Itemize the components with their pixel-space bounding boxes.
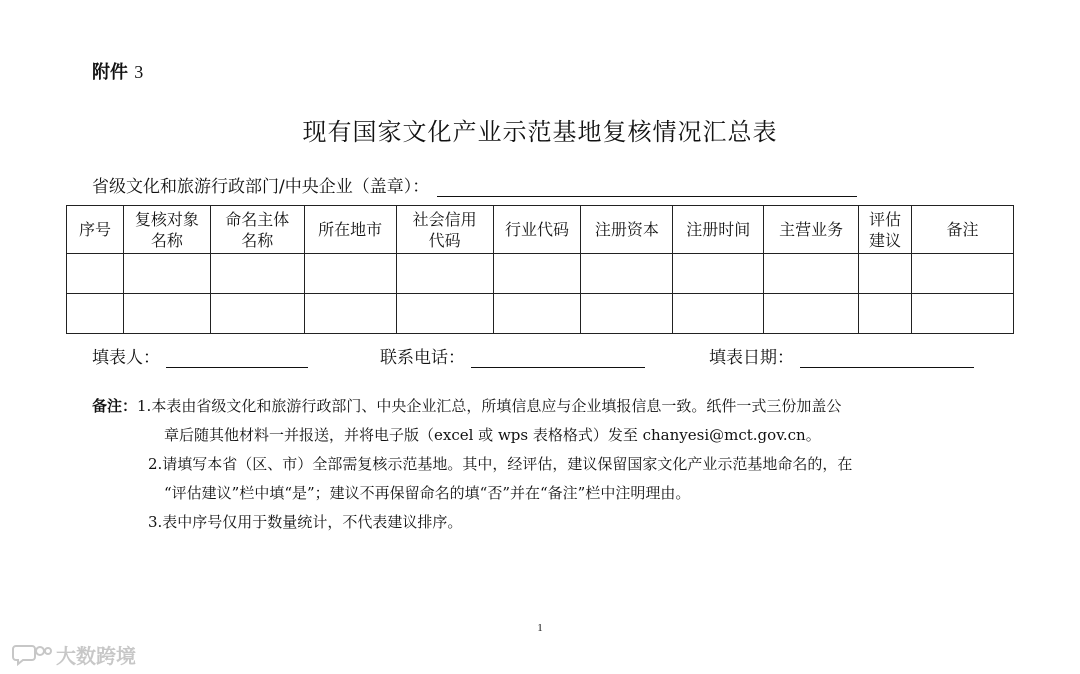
document-title: 现有国家文化产业示范基地复核情况汇总表 [302,118,778,146]
table-header-cell [859,206,912,254]
table-header-cell [396,206,493,254]
table-cell[interactable] [396,294,493,334]
table-header-text: 注册资本 [594,220,659,239]
table-cell[interactable] [210,294,304,334]
table-cell[interactable] [493,294,581,334]
table-header-row [67,206,1014,254]
table-cell[interactable] [581,294,673,334]
table-header-cell [210,206,304,254]
note-1-text-a: 1.本表由省级文化和旅游行政部门、中央企业汇总，所填信息应与企业填报信息一致。纸件一式三份加盖公 [137,397,842,415]
stamp-label: 省级文化和旅游行政部门/中央企业（盖章）： [92,177,430,197]
table-cell[interactable] [673,254,764,294]
table-header-cell [581,206,673,254]
filler-blank-field[interactable] [166,349,308,368]
note-3: 3.表中序号仅用于数量统计，不代表建议排序。 [148,513,463,531]
date-field-group [709,343,974,368]
table-cell[interactable] [123,254,210,294]
table-header-text: 社会信用 [412,209,477,229]
watermark [12,640,136,669]
notes-section [92,392,1002,537]
attachment-label [92,58,143,84]
attachment-prefix: 附件 [92,62,128,83]
watermark-text: 大数跨境 [56,644,136,668]
summary-table [66,205,1014,334]
note-2-line-2: “评估建议”栏中填“是”；建议不再保留命名的填“否”并在“备注”栏中注明理由。 [164,484,691,502]
table-header-text: 行业代码 [504,220,569,239]
stamp-line [92,172,857,197]
table-cell[interactable] [210,254,304,294]
table-header-text: 名称 [150,230,183,250]
page-number: 1 [537,622,543,634]
chat-bubble-logo-icon [12,643,52,667]
table-header-text: 评估 [869,209,902,229]
table-row [67,294,1014,334]
table-cell[interactable] [123,294,210,334]
note-1-line-1 [92,392,1002,421]
table-cell[interactable] [859,254,912,294]
table-cell[interactable] [764,254,859,294]
table-header-cell [67,206,124,254]
filler-field-group [92,343,308,368]
table-header-cell [764,206,859,254]
table-header-cell [912,206,1014,254]
note-1-line-2: 章后随其他材料一并报送，并将电子版（excel 或 wps 表格格式）发至 chanyesi@mct.gov.cn。 [164,426,821,444]
date-label: 填表日期： [709,348,794,368]
table-cell[interactable] [859,294,912,334]
note-2-line-1: 2.请填写本省（区、市）全部需复核示范基地。其中，经评估，建议保留国家文化产业示范基地命名的，在 [148,455,853,473]
table-header-cell [493,206,581,254]
table-cell[interactable] [67,294,124,334]
phone-blank-field[interactable] [471,349,645,368]
notes-label: 备注： [92,397,138,415]
table-cell[interactable] [912,294,1014,334]
table-header-cell [304,206,396,254]
table-row [67,254,1014,294]
table-header-text: 代码 [428,230,461,250]
table-header-text: 序号 [78,220,111,239]
table-cell[interactable] [67,254,124,294]
table-header-text: 注册时间 [686,220,751,239]
attachment-number: 3 [134,62,144,82]
table-body [67,254,1014,334]
table-cell[interactable] [764,294,859,334]
table-cell[interactable] [304,254,396,294]
table-header-text: 建议 [869,230,902,250]
table-header-cell [123,206,210,254]
table-header-text: 名称 [241,230,274,250]
table-header-text: 备注 [946,220,979,239]
table-header-text: 复核对象 [134,209,199,229]
table-cell[interactable] [912,254,1014,294]
phone-field-group [380,343,645,368]
table-header-cell [673,206,764,254]
table-cell[interactable] [304,294,396,334]
table-cell[interactable] [493,254,581,294]
filler-label: 填表人： [92,348,160,368]
stamp-blank-field[interactable] [437,178,857,197]
table-header-text: 命名主体 [225,209,290,229]
date-blank-field[interactable] [800,349,974,368]
table-header-text: 所在地市 [318,220,383,239]
table-cell[interactable] [581,254,673,294]
table-header-text: 主营业务 [779,220,844,239]
table-cell[interactable] [673,294,764,334]
table-cell[interactable] [396,254,493,294]
phone-label: 联系电话： [380,348,465,368]
